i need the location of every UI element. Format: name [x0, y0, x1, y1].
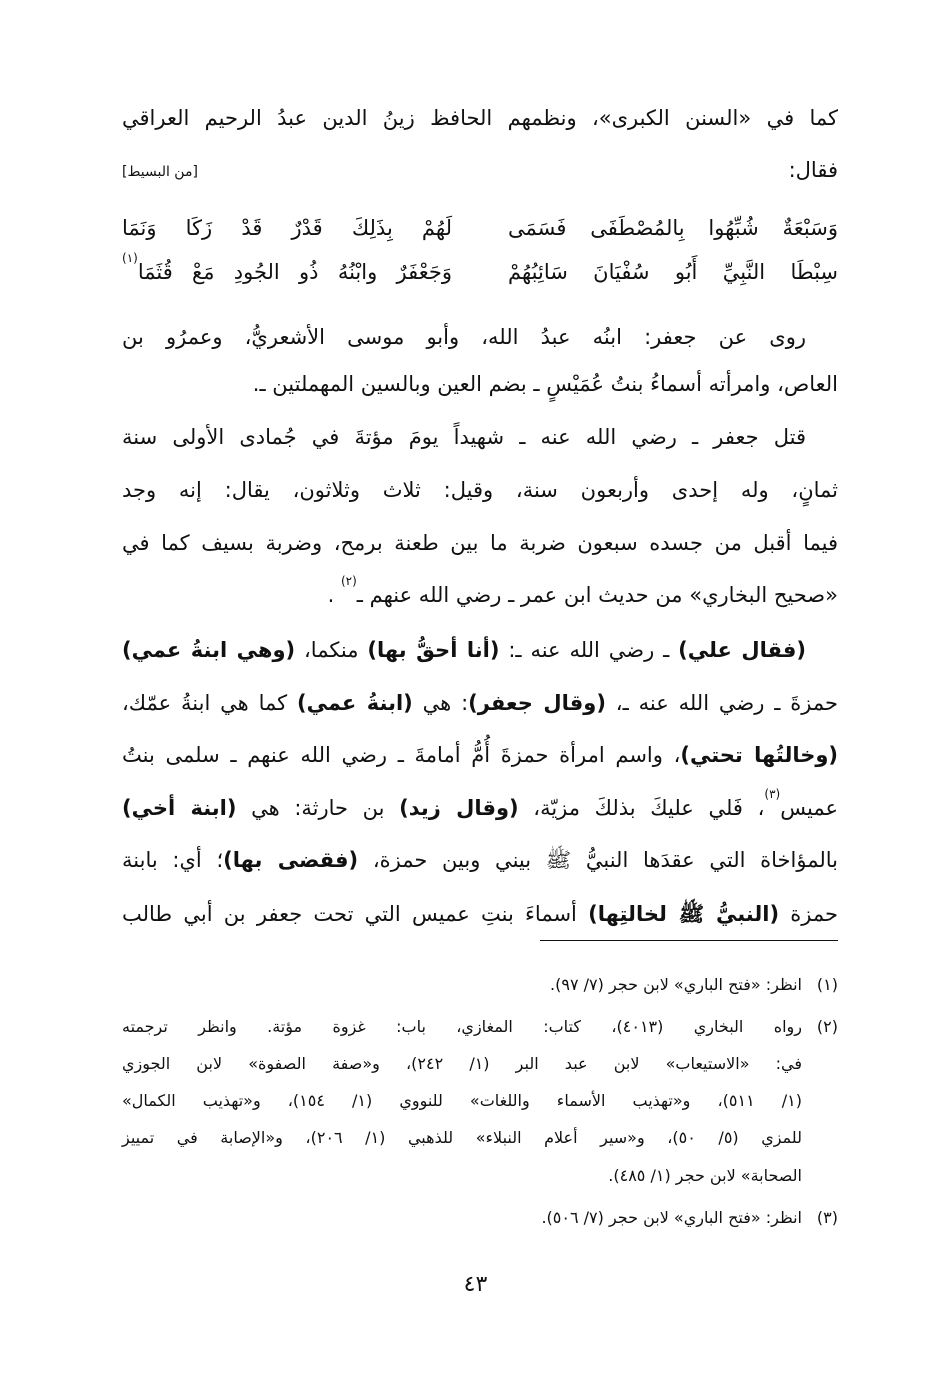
- text-segment: كما هي ابنةُ عمّك،: [122, 691, 297, 715]
- footnote-line: [122, 1203, 838, 1233]
- hadith-quote: (ابنة أخي): [122, 796, 237, 820]
- text-segment: روى عن جعفر: ابنُه عبدُ الله، وأبو موسى الأشعريُّ، وعمرُو بن: [122, 325, 806, 349]
- text-line: [122, 150, 838, 190]
- text-segment: بالمؤاخاة التي عقدَها النبيُّ ﷺ بيني وبين حمزة،: [358, 848, 838, 872]
- text-line: [122, 523, 838, 563]
- footnote-text: في: «الاستيعاب» لابن عبد البر (١/ ٢٤٢)، و«صفة الصفوة» لابن الجوزي: [122, 1054, 802, 1073]
- text-line: [122, 470, 838, 510]
- text-segment: منكما،: [295, 638, 368, 662]
- text-line: [122, 683, 838, 723]
- poetic-meter-label: [من البسيط]: [122, 164, 198, 180]
- verse-line: [122, 252, 838, 292]
- text-segment: : هي: [412, 691, 469, 715]
- footnote-text: رواه البخاري (٤٠١٣)، كتاب: المغازي، باب: غزوة مؤتة. وانظر ترجمته: [122, 1017, 802, 1036]
- footnote-text: (١/ ٥١١)، و«تهذيب الأسماء واللغات» للنووي (١/ ١٥٤)، و«تهذيب الكمال»: [122, 1091, 802, 1110]
- footnote-text: انظر: «فتح الباري» لابن حجر (٧/ ٥٠٦).: [541, 1208, 802, 1227]
- text-line: [122, 735, 838, 775]
- hadith-quote: (فقضى بها): [223, 848, 359, 872]
- verse-first-hemistich: وَسَبْعَةٌ شُبِّهُوا بِالمُصْطَفَى فَسَمَى: [508, 216, 838, 240]
- text-line: [122, 894, 838, 934]
- text-line: [122, 788, 838, 828]
- footnote-text: الصحابة» لابن حجر (١/ ٤٨٥).: [608, 1166, 802, 1185]
- verse-first-hemistich: سِبْطَا النَّبِيِّ أَبُو سُفْيَانَ سَائِبُهُمْ: [508, 260, 838, 284]
- text-line: [122, 417, 838, 457]
- text-segment: فقال:: [788, 158, 838, 182]
- footnote-ref[interactable]: (٣): [764, 787, 781, 801]
- footnote-line: [122, 1049, 838, 1079]
- text-segment: كما في «السنن الكبرى»، ونظمهم الحافظ زينُ الدين عبدُ الرحيم العراقي: [122, 106, 838, 130]
- text-segment: فيما أقبل من جسده سبعون ضربة ما بين طعنة برمح، وضربة بسيف كما في: [122, 531, 838, 555]
- hadith-quote: (أنا أحقُّ بها): [367, 638, 500, 662]
- footnote-number: (١): [816, 975, 838, 994]
- footnote-line: [122, 1086, 838, 1116]
- text-line: [122, 317, 838, 357]
- footnote-divider: [540, 940, 838, 941]
- text-segment: حمزةَ ـ رضي الله عنه ـ،: [605, 691, 838, 715]
- text-segment: قتل جعفر ـ رضي الله عنه ـ شهيداً يومَ مؤتةَ في جُمادى الأولى سنة: [122, 425, 806, 449]
- footnote-line: [122, 1012, 838, 1042]
- hadith-quote: (وقال جعفر): [468, 691, 606, 715]
- footnote-number: (٣): [816, 1208, 838, 1227]
- footnote-line: [122, 970, 838, 1000]
- text-segment: ، فَلي عليكَ بذلكَ مزيّة،: [518, 796, 765, 820]
- footnote-text: انظر: «فتح الباري» لابن حجر (٧/ ٩٧).: [550, 975, 802, 994]
- verse-second-hemistich: لَهُمْ بِذَلِكَ قَدْرٌ قَدْ زَكَا وَنَمَا: [122, 216, 452, 240]
- text-segment: بن حارثة: هي: [236, 796, 400, 820]
- text-segment: العاص، وامرأته أسماءُ بنتُ عُمَيْسٍ ـ بضم العين وبالسين المهملتين ـ.: [252, 372, 838, 396]
- hadith-quote: (وخالتُها تحتي): [680, 743, 838, 767]
- text-line: [122, 98, 838, 138]
- footnote-ref[interactable]: (٢): [340, 574, 357, 588]
- hadith-quote: (النبيُّ ﷺ لخالتِها): [588, 902, 780, 926]
- text-line: [122, 630, 838, 670]
- text-segment: «صحيح البخاري» من حديث ابن عمر ـ رضي الله عنهم ـ: [356, 583, 838, 607]
- text-segment: ثمانٍ، وله إحدى وأربعون سنة، وقيل: ثلاث وثلاثون، يقال: إنه وجد: [122, 478, 838, 502]
- text-segment: ـ رضي الله عنه ـ:: [499, 638, 679, 662]
- footnote-number: (٢): [816, 1017, 838, 1036]
- text-line: [122, 364, 838, 404]
- hadith-quote: (فقال علي): [678, 638, 806, 662]
- text-segment: أسماءَ بنتِ عميس التي تحت جعفر بن أبي طالب: [122, 902, 589, 926]
- text-segment: عميس: [780, 796, 838, 820]
- text-line: [122, 575, 838, 615]
- footnote-line: [122, 1123, 838, 1153]
- hadith-quote: (وهي ابنةُ عمي): [122, 638, 296, 662]
- text-segment: ؛ أي: بابنة: [122, 848, 224, 872]
- page-number: ٤٣: [463, 1272, 488, 1297]
- footnote-text: للمزي (٥/ ٥٠)، و«سير أعلام النبلاء» للذهبي (١/ ٢٠٦)، و«الإصابة في تمييز: [122, 1128, 802, 1147]
- footnote-ref[interactable]: (١): [122, 251, 138, 265]
- hadith-quote: (وقال زيد): [399, 796, 519, 820]
- text-segment: .: [327, 583, 341, 607]
- text-segment: حمزة: [779, 902, 838, 926]
- text-segment: ، واسم امرأة حمزةَ أُمُّ أمامةَ ـ رضي الله عنهم ـ سلمى بنتُ: [122, 743, 681, 767]
- text-line: [122, 840, 838, 880]
- verse-second-hemistich: وَجَعْفَرٌ وابْنُهُ ذُو الجُودِ مَعْ قُثَمَا$^{(١)}$: [122, 251, 452, 284]
- footnote-line: [122, 1161, 838, 1191]
- verse-line: [122, 208, 838, 248]
- hadith-quote: (ابنةُ عمي): [297, 691, 413, 715]
